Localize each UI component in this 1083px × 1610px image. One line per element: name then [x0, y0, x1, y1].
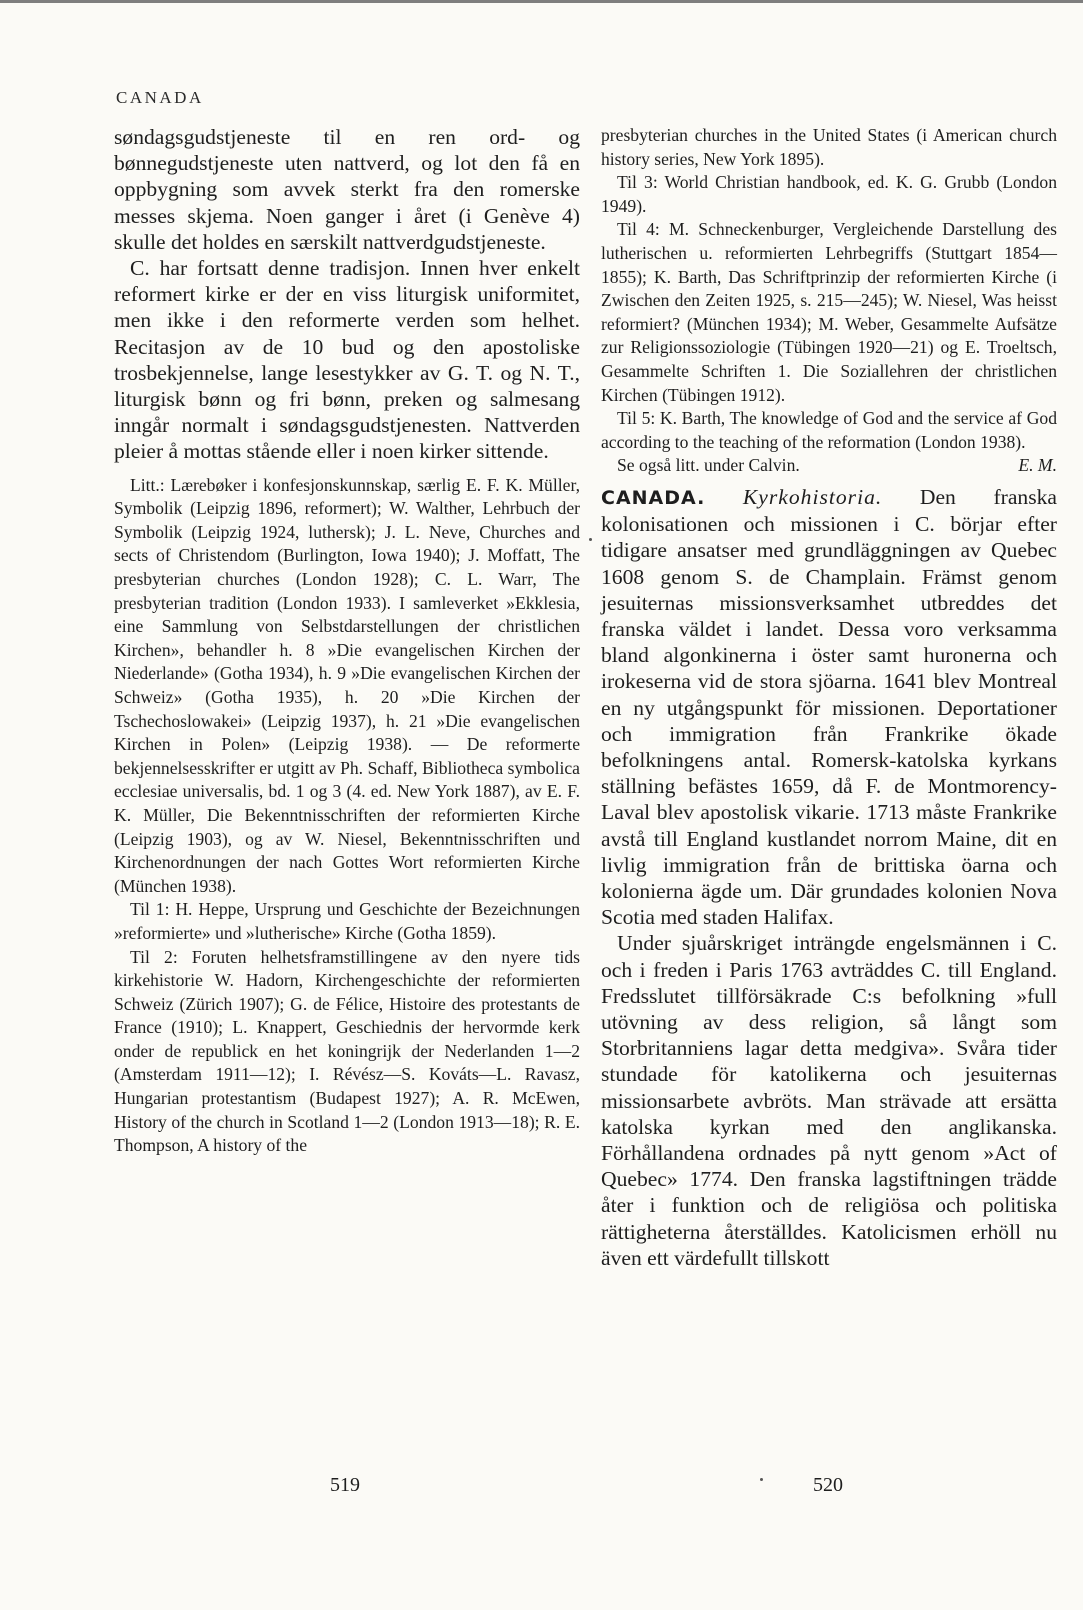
entry-second-paragraph: Under sjuårskriget inträngde engelsmännen i C. och i freden i Paris 1763 avträddes C. till England. Fredsslutet tillförsäkrade C:s befolkning »full utövning av dess religion, så långt som Storbritanniens lagar detta medgiva». Svåra tider stundade för katolikerna och jesuiternas missionsarbete avbröts. Man strävade att ersätta katolska kyrkan med den anglikanska. Förhållandena ordnades på nytt genom »Act of Quebec» 1774. Den franska lagstiftningen trädde åter i funktion och de religiösa och politiska rättigheterna återställdes. Katolicismen erhöll nu även ett värdefullt tillskott	[601, 931, 1057, 1270]
author-signature: E. M.	[1018, 455, 1057, 476]
entry-first-paragraph	[601, 484, 1057, 930]
literature-paragraph: Til 1: H. Heppe, Ursprung und Geschichte der Bezeichnungen »reformierte» und »lutherische» Kirche (Gotha 1859).	[114, 899, 580, 943]
literature-paragraph: Til 4: M. Schneckenburger, Vergleichende Darstellung des lutherischen u. reformierten Lehrbegriffs (Stuttgart 1854—1855); K. Barth, Das Schriftprinzip der reformierten Kirche (i Zwischen den Zeiten 1925, s. 215—245); W. Niesel, Was heisst reformiert? (München 1934); M. Weber, Gesammelte Aufsätze zur Religionssoziologie (Tübingen 1920—21) og E. Troeltsch, Gesammelte Schriften 1. Die Soziallehren der christlichen Kirchen (Tübingen 1912).	[601, 219, 1057, 405]
running-head: CANADA	[116, 88, 204, 107]
canada-entry	[601, 484, 1057, 1271]
speck-mark	[760, 1478, 763, 1481]
literature-paragraph: Litt.: Lærebøker i konfesjonskunnskap, særlig E. F. K. Müller, Symbolik (Leipzig 1896, reformert); W. Walther, Lehrbuch der Symbolik (Leipzig 1924, luthersk); J. L. Neve, Churches and sects of Christendom (Burlington, Iowa 1940); J. Moffatt, The presbyterian churches (London 1928); C. L. Warr, The presbyterian tradition (London 1933). I samleverket »Ekklesia, eine Sammlung von Selbstdarstellungen der christlichen Kirchen», behandler h. 8 »Die evangelischen Kirchen der Niederlande» (Gotha 1934), h. 9 »Die evangelischen Kirchen der Schweiz» (Gotha 1935), h. 20 »Die Kirchen der Tschechoslowakei» (Leipzig 1937), h. 21 »Die evangelischen Kirchen in Polen» (Leipzig 1938). — De reformerte bekjennelsesskrifter er utgitt av Ph. Schaff, Bibliotheca symbolica ecclesiae universalis, bd. 1 og 3 (4. ed. New York 1887), av E. F. K. Müller, Die Bekenntnisschriften der reformierten Kirche (Leipzig 1903), og av W. Niesel, Bekenntnisschriften und Kirchenordnungen der nach Gottes Wort reformierten Kirche (München 1938).	[114, 474, 580, 896]
body-paragraph: søndagsgudstjeneste til en ren ord- og bønnegudstjeneste uten nattverd, og lot den få en oppbygning som avvek sterkt fra den romerske messes skjema. Noen ganger i året (i Genève 4) skulle det holdes en særskilt nattverdgudstjeneste.	[114, 125, 580, 254]
see-also-line	[601, 454, 1057, 478]
entry-subheading: Kyrkohistoria.	[742, 484, 883, 509]
literature-paragraph: Til 2: Foruten helhetsframstillingene av den nyere tids kirkehistorie W. Hadorn, Kirchengeschichte der reformierten Schweiz (Zürich 1907); G. de Félice, Histoire des protestants de France (1910); L. Knappert, Geschiednis der hervormde kerk onder de republick en het koningrijk der Nederlanden 1—2 (Amsterdam 1911—12); I. Révész—S. Kováts—L. Ravasz, Hungarian protestantism (Budapest 1927); A. R. McEwen, History of the church in Scotland 1—2 (London 1913—18); R. E. Thompson, A history of the	[114, 946, 580, 1156]
page-number-right: 520	[813, 1474, 843, 1496]
page-number-left: 519	[330, 1474, 360, 1496]
left-literature	[114, 474, 580, 1158]
left-column	[114, 124, 580, 1158]
literature-paragraph: Til 5: K. Barth, The knowledge of God and the service af God according to the teaching of the reformation (London 1938).	[601, 408, 1057, 452]
see-also-text: Se også litt. under Calvin.	[617, 455, 800, 476]
speck-mark	[589, 538, 592, 541]
entry-text: Den franska kolonisationen och missionen i C. börjar efter tidigare ansatser med grundläggningen av Quebec 1608 genom S. de Champlain. Främst genom jesuiternas missionsverksamhet utbreddes det franska väldet i landet. Dessa voro verksamma bland algonkinerna i öster samt huronerna och irokeserna vid de stora sjöarna. 1641 blev Montreal en ny utgångspunkt för missionen. Deportationer och immigration från Frankrike ökade befolkningens antal. Romersk-katolska kyrkans ställning befästes 1659, då F. de Montmorency-Laval blev apostolisk vikarie. 1713 måste Frankrike avstå till England kustlandet norrom Maine, dit en livlig immigration från de brittiska öarna och kolonierna ägde um. Där grundades kolonien Nova Scotia med staden Halifax.	[601, 484, 1057, 930]
body-paragraph: C. har fortsatt denne tradisjon. Innen hver enkelt reformert kirke er der en viss liturgisk uniformitet, men ikke i den reformerte verden som helhet. Recitasjon av de 10 bud og den apostoliske trosbekjennelse, lange lesestykker av G. T. og N. T., liturgisk bønn og fri bønn, preken og salmesang inngår normalt i søndagsgudstjenesten. Nattverden pleier å mottas stående eller i noen kirker sittende.	[114, 256, 580, 464]
page-top-edge	[0, 0, 1083, 3]
entry-headword: CANADA.	[601, 486, 706, 509]
right-literature	[601, 124, 1057, 478]
right-column	[601, 124, 1057, 1271]
literature-paragraph: Til 3: World Christian handbook, ed. K. G. Grubb (London 1949).	[601, 172, 1057, 216]
literature-paragraph: presbyterian churches in the United States (i American church history series, New York 1895).	[601, 125, 1057, 169]
left-body-text	[114, 124, 580, 465]
